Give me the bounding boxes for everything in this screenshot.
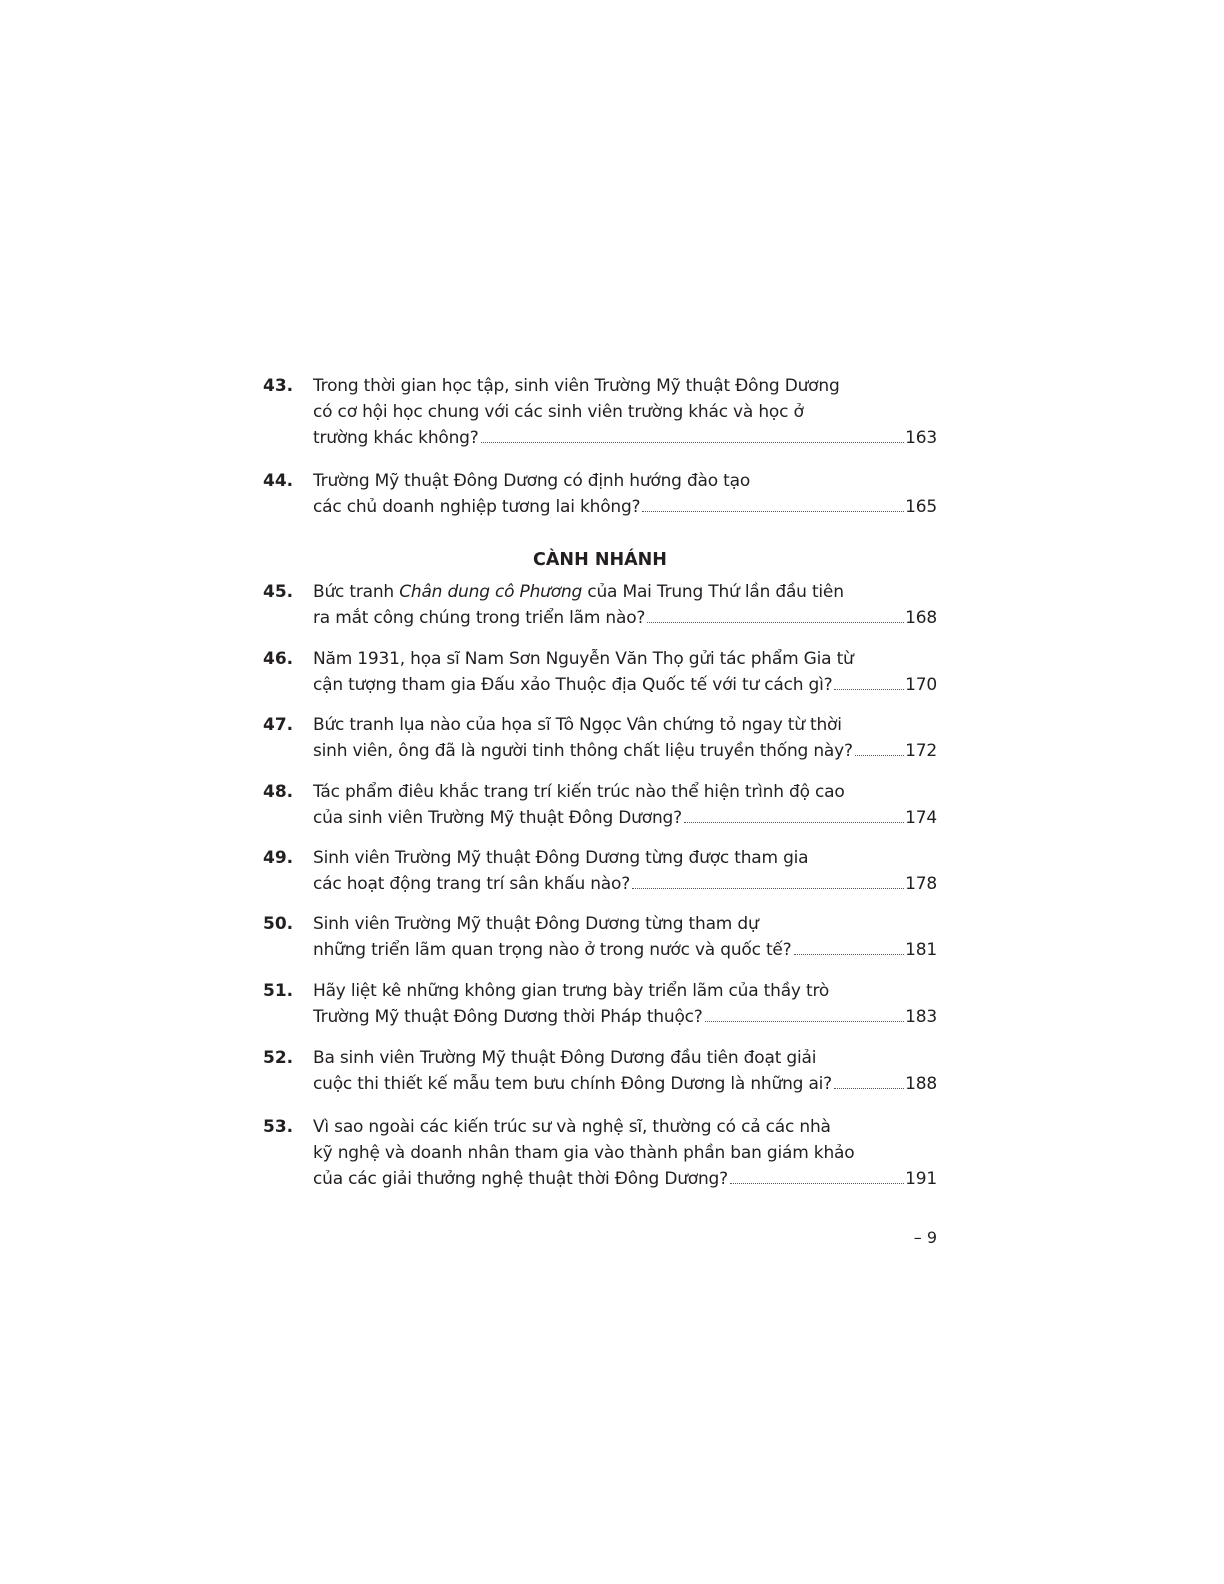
dot-leader bbox=[855, 754, 904, 756]
entry-line bbox=[313, 937, 937, 963]
entry-line bbox=[313, 1166, 937, 1192]
entry-number: 45. bbox=[263, 582, 294, 602]
entry-text: sinh viên, ông đã là người tinh thông chất liệu truyền thống này? bbox=[313, 741, 853, 761]
entry-line bbox=[313, 494, 937, 520]
entry-line: Sinh viên Trường Mỹ thuật Đông Dương từng tham dự bbox=[313, 914, 759, 934]
dot-leader bbox=[632, 887, 904, 889]
toc-entry bbox=[263, 712, 937, 764]
entry-text-part: của Mai Trung Thứ lần đầu tiên bbox=[582, 582, 844, 602]
entry-line: Vì sao ngoài các kiến trúc sư và nghệ sĩ, thường có cả các nhà bbox=[313, 1117, 831, 1137]
toc-entry bbox=[263, 911, 937, 963]
entry-number: 46. bbox=[263, 649, 294, 669]
entry-line: Trong thời gian học tập, sinh viên Trường Mỹ thuật Đông Dương bbox=[313, 376, 840, 396]
entry-line: Hãy liệt kê những không gian trưng bày triển lãm của thầy trò bbox=[313, 981, 830, 1001]
entry-page-number: 188 bbox=[905, 1074, 937, 1094]
entry-line bbox=[313, 672, 937, 698]
entry-page-number: 183 bbox=[905, 1007, 937, 1027]
dot-leader bbox=[794, 953, 905, 955]
entry-number: 44. bbox=[263, 471, 294, 491]
entry-text: các hoạt động trang trí sân khấu nào? bbox=[313, 874, 631, 894]
entry-page-number: 174 bbox=[905, 808, 937, 828]
entry-line bbox=[313, 579, 937, 605]
toc-entry bbox=[263, 845, 937, 897]
entry-line bbox=[313, 1004, 937, 1030]
entry-line: kỹ nghệ và doanh nhân tham gia vào thành phần ban giám khảo bbox=[313, 1143, 855, 1163]
entry-number: 50. bbox=[263, 914, 294, 934]
entry-page-number: 172 bbox=[905, 741, 937, 761]
section-heading: CÀNH NHÁNH bbox=[533, 550, 667, 570]
toc-entry bbox=[263, 1045, 937, 1097]
entry-line bbox=[313, 605, 937, 631]
dot-leader bbox=[684, 821, 904, 823]
dot-leader bbox=[642, 510, 904, 512]
dot-leader bbox=[834, 1087, 904, 1089]
toc-entry bbox=[263, 1114, 937, 1192]
entry-line: Sinh viên Trường Mỹ thuật Đông Dương từng được tham gia bbox=[313, 848, 809, 868]
entry-title-italic: Chân dung cô Phương bbox=[399, 582, 583, 602]
entry-page-number: 178 bbox=[905, 874, 937, 894]
entry-line bbox=[313, 805, 937, 831]
page-number: – 9 bbox=[913, 1228, 937, 1247]
entry-page-number: 168 bbox=[905, 608, 937, 628]
dot-leader bbox=[481, 441, 905, 443]
entry-line: Năm 1931, họa sĩ Nam Sơn Nguyễn Văn Thọ gửi tác phẩm Gia từ bbox=[313, 649, 854, 669]
entry-text: cận tượng tham gia Đấu xảo Thuộc địa Quốc tế với tư cách gì? bbox=[313, 675, 833, 695]
entry-line: Ba sinh viên Trường Mỹ thuật Đông Dương đầu tiên đoạt giải bbox=[313, 1048, 817, 1068]
entry-page-number: 170 bbox=[905, 675, 937, 695]
entry-number: 48. bbox=[263, 782, 294, 802]
entry-line bbox=[313, 871, 937, 897]
entry-number: 52. bbox=[263, 1048, 294, 1068]
entry-number: 51. bbox=[263, 981, 294, 1001]
dot-leader bbox=[647, 621, 904, 623]
entry-line bbox=[313, 738, 937, 764]
entry-line bbox=[313, 1071, 937, 1097]
toc-entry bbox=[263, 579, 937, 631]
entry-number: 47. bbox=[263, 715, 294, 735]
entry-text-part: Bức tranh bbox=[313, 582, 400, 602]
entry-text: các chủ doanh nghiệp tương lai không? bbox=[313, 497, 641, 517]
entry-page-number: 191 bbox=[905, 1169, 937, 1189]
entry-line bbox=[313, 425, 937, 451]
entry-text: của sinh viên Trường Mỹ thuật Đông Dương? bbox=[313, 808, 682, 828]
entry-page-number: 165 bbox=[905, 497, 937, 517]
entry-text: của các giải thưởng nghệ thuật thời Đông Dương? bbox=[313, 1169, 728, 1189]
toc-entry bbox=[263, 779, 937, 831]
toc-entry bbox=[263, 468, 937, 520]
toc-entry bbox=[263, 373, 937, 451]
entry-text: những triển lãm quan trọng nào ở trong nước và quốc tế? bbox=[313, 940, 792, 960]
entry-text: cuộc thi thiết kế mẫu tem bưu chính Đông Dương là những ai? bbox=[313, 1074, 833, 1094]
toc-entry bbox=[263, 646, 937, 698]
entry-line: Bức tranh lụa nào của họa sĩ Tô Ngọc Vân chứng tỏ ngay từ thời bbox=[313, 715, 842, 735]
entry-line: Trường Mỹ thuật Đông Dương có định hướng đào tạo bbox=[313, 471, 751, 491]
dot-leader bbox=[834, 688, 904, 690]
entry-number: 49. bbox=[263, 848, 294, 868]
entry-page-number: 181 bbox=[905, 940, 937, 960]
entry-number: 43. bbox=[263, 376, 294, 396]
entry-text: trường khác không? bbox=[313, 428, 479, 448]
entry-page-number: 163 bbox=[905, 428, 937, 448]
entry-text: ra mắt công chúng trong triển lãm nào? bbox=[313, 608, 646, 628]
entry-line: có cơ hội học chung với các sinh viên trường khác và học ở bbox=[313, 402, 804, 422]
dot-leader bbox=[705, 1020, 905, 1022]
toc-entry bbox=[263, 978, 937, 1030]
entry-line: Tác phẩm điêu khắc trang trí kiến trúc nào thể hiện trình độ cao bbox=[313, 782, 845, 802]
dot-leader bbox=[730, 1182, 904, 1184]
entry-number: 53. bbox=[263, 1117, 294, 1137]
entry-text: Trường Mỹ thuật Đông Dương thời Pháp thuộc? bbox=[313, 1007, 703, 1027]
